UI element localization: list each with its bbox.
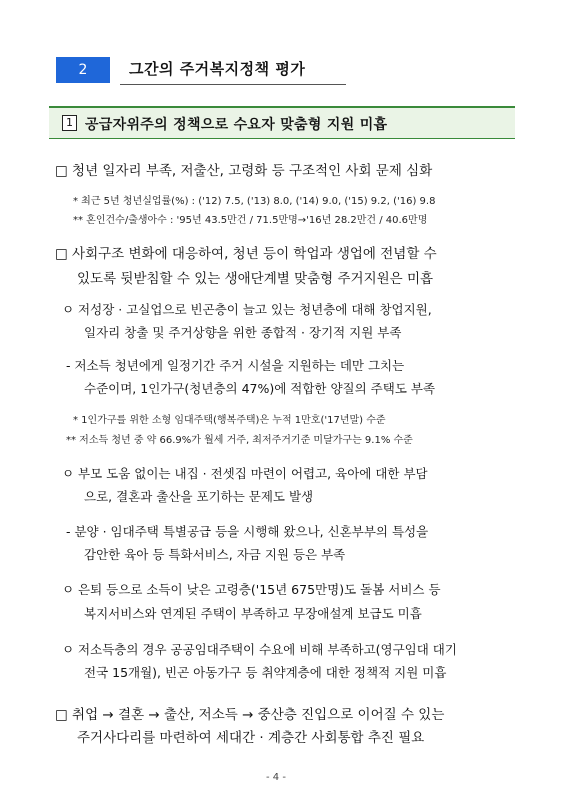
chapter-title: 그간의 주거복지정책 평가: [129, 60, 306, 78]
dash-newlyweds: - 분양 · 임대주택 특별공급 등을 시행해 왔으나, 신혼부부의 특성을: [66, 524, 429, 539]
bullet-2-cont: 있도록 뒷받침할 수 있는 생애단계별 맞춤형 주거지원은 미흡: [77, 271, 434, 287]
note-marriage: ** 혼인건수/출생아수 : '95년 43.5만건 / 71.5만명→'16년 28.2만건 / 40.6만명: [73, 215, 428, 226]
bullet-3: □ 취업 → 결혼 → 출산, 저소득 → 중산층 진입으로 이어질 수 있는: [55, 707, 445, 723]
bullet-3-cont: 주거사다리를 마련하여 세대간 · 계층간 사회통합 추진 필요: [77, 730, 425, 746]
dash-newlyweds-cont: 감안한 육아 등 특화서비스, 자금 지원 등은 부족: [84, 547, 346, 562]
section-title: 공급자위주의 정책으로 수요자 맞춤형 지원 미흡: [85, 117, 388, 133]
bullet-1: □ 청년 일자리 부족, 저출산, 고령화 등 구조적인 사회 문제 심화: [55, 163, 433, 179]
sub-low-income-cont: 전국 15개월), 빈곤 아동가구 등 취약계층에 대한 정책적 지원 미흡: [84, 665, 447, 680]
sub-newlyweds-cont: 으로, 결혼과 출산을 포기하는 문제도 발생: [84, 489, 314, 504]
section-header: [49, 106, 515, 139]
note-unemployment: * 최근 5년 청년실업률(%) : ('12) 7.5, ('13) 8.0, ('14) 9.0, ('15) 9.2, ('16) 9.8: [73, 196, 436, 207]
sub-elderly-cont: 복지서비스와 연계된 주택이 부족하고 무장애설계 보급도 미흡: [84, 606, 422, 621]
dash-youth: - 저소득 청년에게 일정기간 주거 시설을 지원하는 데만 그치는: [66, 358, 405, 373]
bullet-2: □ 사회구조 변화에 대응하여, 청년 등이 학업과 생업에 전념할 수: [55, 246, 437, 262]
chapter-underline: [120, 84, 346, 85]
note-rent: ** 저소득 청년 중 약 66.9%가 월세 거주, 최저주거기준 미달가구는 9.1% 수준: [66, 435, 413, 446]
note-single-household: * 1인가구를 위한 소형 임대주택(행복주택)은 누적 1만호('17년말) 수준: [73, 415, 386, 426]
sub-youth-cont: 일자리 창출 및 주거상향을 위한 종합적 · 장기적 지원 부족: [84, 325, 402, 340]
dash-youth-cont: 수준이며, 1인가구(청년층의 47%)에 적합한 양질의 주택도 부족: [84, 381, 436, 396]
section-number: 1: [62, 115, 77, 131]
page-number: - 4 -: [266, 772, 286, 783]
chapter-number: 2: [56, 57, 110, 83]
sub-low-income: ㅇ 저소득층의 경우 공공임대주택이 수요에 비해 부족하고(영구임대 대기: [62, 642, 457, 657]
sub-youth: ㅇ 저성장 · 고실업으로 빈곤층이 늘고 있는 청년층에 대해 창업지원,: [62, 302, 432, 317]
sub-newlyweds: ㅇ 부모 도움 없이는 내집 · 전셋집 마련이 어렵고, 육아에 대한 부담: [62, 466, 428, 481]
sub-elderly: ㅇ 은퇴 등으로 소득이 낮은 고령층('15년 675만명)도 돌봄 서비스 등: [62, 582, 441, 597]
